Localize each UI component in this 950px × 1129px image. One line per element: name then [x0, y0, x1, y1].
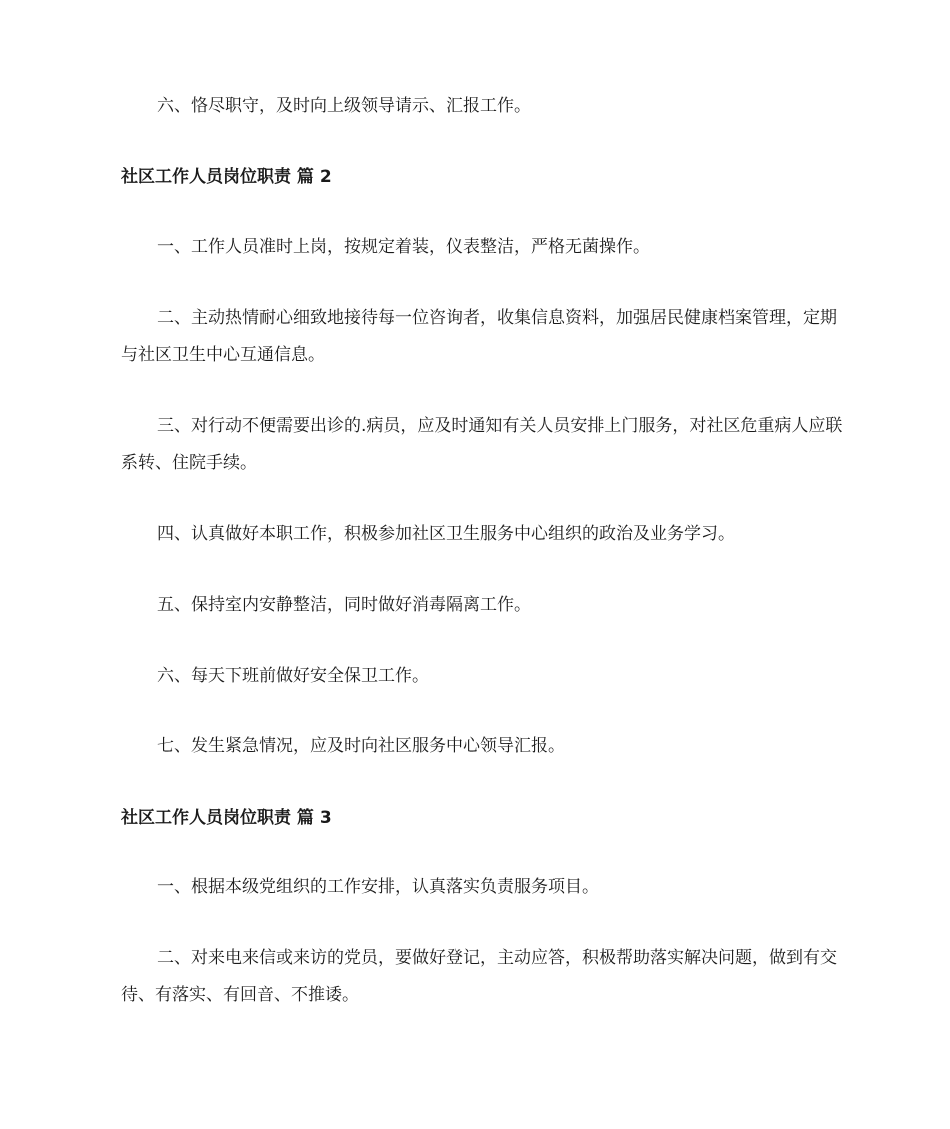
section3-item-1: 一、根据本级党组织的工作安排，认真落实负责服务项目。: [157, 877, 599, 897]
section2-item-6: 六、每天下班前做好安全保卫工作。: [157, 666, 429, 686]
section2-item-5: 五、保持室内安静整洁，同时做好消毒隔离工作。: [157, 595, 531, 615]
section3-item-2: 二、对来电来信或来访的党员，要做好登记，主动应答，积极帮助落实解决问题，做到有交待、有落实、有回音、不推诿。: [121, 948, 837, 1005]
section2-item-7: 七、发生紧急情况，应及时向社区服务中心领导汇报。: [157, 736, 565, 756]
section1-item-6: 六、恪尽职守，及时向上级领导请示、汇报工作。: [157, 96, 531, 116]
section2-heading: 社区工作人员岗位职责 篇 2: [121, 167, 332, 187]
section2-item-4: 四、认真做好本职工作，积极参加社区卫生服务中心组织的政治及业务学习。: [157, 524, 735, 544]
section3-heading: 社区工作人员岗位职责 篇 3: [121, 808, 332, 828]
section2-item-3: 三、对行动不便需要出诊的.病员，应及时通知有关人员安排上门服务，对社区危重病人应联系转、住院手续。: [121, 416, 843, 473]
section2-item-2: 二、主动热情耐心细致地接待每一位咨询者，收集信息资料，加强居民健康档案管理，定期与社区卫生中心互通信息。: [121, 308, 837, 365]
section2-item-1: 一、工作人员准时上岗，按规定着装，仪表整洁，严格无菌操作。: [157, 237, 650, 257]
